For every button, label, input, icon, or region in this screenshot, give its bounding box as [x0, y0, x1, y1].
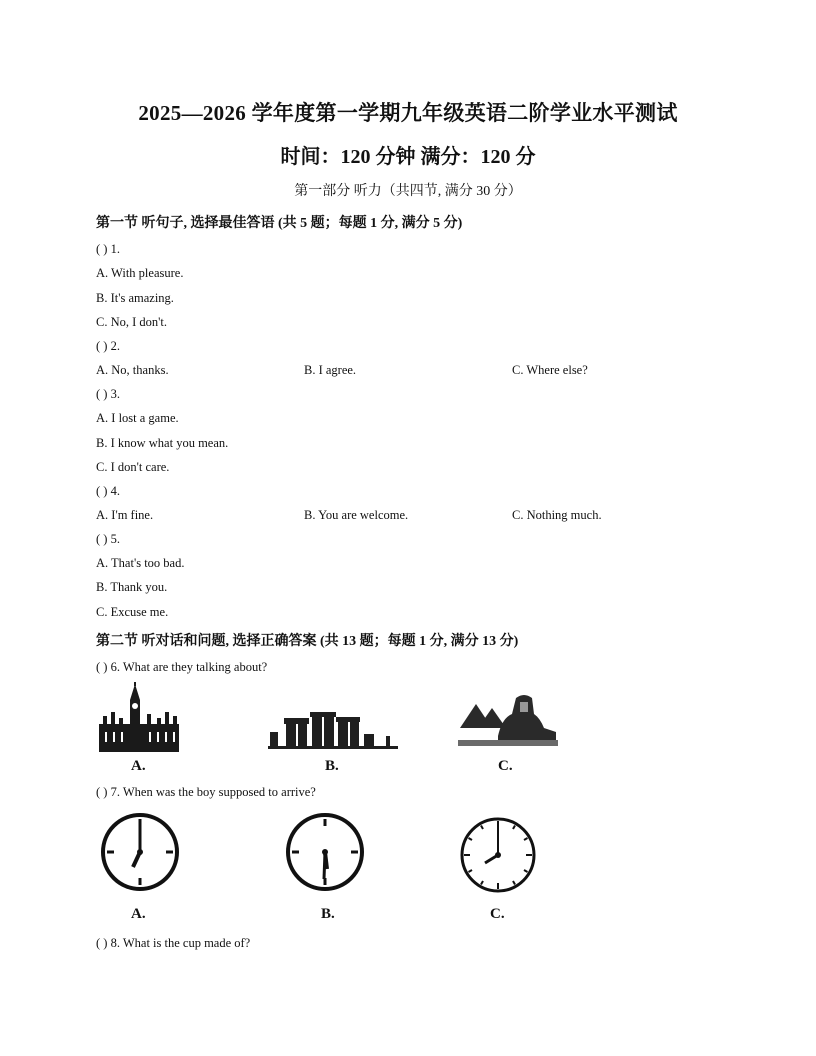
q7-stem: ( ) 7. When was the boy supposed to arrive? [96, 785, 316, 799]
time-score-line: 时间：120 分钟 满分：120 分 [280, 146, 536, 168]
q3-option-c: C. I don't care. [96, 460, 170, 474]
q6-label-b: B. [325, 758, 339, 774]
exam-title: 2025—2026 学年度第一学期九年级英语二阶学业水平测试 [138, 101, 678, 125]
q2-option-a: A. No, thanks. [96, 363, 169, 377]
q1-option-b: B. It's amazing. [96, 291, 174, 305]
q6-label-a: A. [131, 758, 146, 774]
clock-six-thirty-icon [284, 811, 366, 893]
q7-label-a: A. [131, 906, 146, 922]
q4-option-c: C. Nothing much. [512, 508, 602, 522]
q3-option-a: A. I lost a game. [96, 411, 179, 425]
q2-option-c: C. Where else? [512, 363, 588, 377]
q7-label-b: B. [321, 906, 335, 922]
q3-option-b: B. I know what you mean. [96, 436, 229, 450]
big-ben-landmark-icon [97, 682, 181, 754]
q6-label-c: C. [498, 758, 513, 774]
q1-option-c: C. No, I don't. [96, 315, 168, 329]
q7-label-c: C. [490, 906, 505, 922]
q2-stem: ( ) 2. [96, 339, 120, 353]
sphinx-pyramids-landmark-icon [458, 688, 558, 748]
q2-option-b: B. I agree. [304, 363, 357, 377]
clock-seven-icon [99, 811, 181, 893]
stonehenge-landmark-icon [268, 708, 398, 750]
q5-stem: ( ) 5. [96, 532, 120, 546]
part-heading: 第一部分 听力（共四节, 满分 30 分） [294, 184, 522, 199]
q4-stem: ( ) 4. [96, 484, 120, 498]
q3-stem: ( ) 3. [96, 387, 120, 401]
clock-eight-icon [458, 815, 538, 895]
q5-option-c: C. Excuse me. [96, 605, 169, 619]
q4-option-b: B. You are welcome. [304, 508, 409, 522]
section1-heading: 第一节 听句子, 选择最佳答语 (共 5 题；每题 1 分, 满分 5 分) [96, 216, 463, 231]
q5-option-a: A. That's too bad. [96, 556, 185, 570]
q6-stem: ( ) 6. What are they talking about? [96, 660, 268, 674]
q8-stem: ( ) 8. What is the cup made of? [96, 936, 251, 950]
q1-option-a: A. With pleasure. [96, 266, 184, 280]
q5-option-b: B. Thank you. [96, 580, 168, 594]
q4-option-a: A. I'm fine. [96, 508, 154, 522]
q1-stem: ( ) 1. [96, 242, 120, 256]
section2-heading: 第二节 听对话和问题, 选择正确答案 (共 13 题；每题 1 分, 满分 13 分) [96, 634, 519, 649]
